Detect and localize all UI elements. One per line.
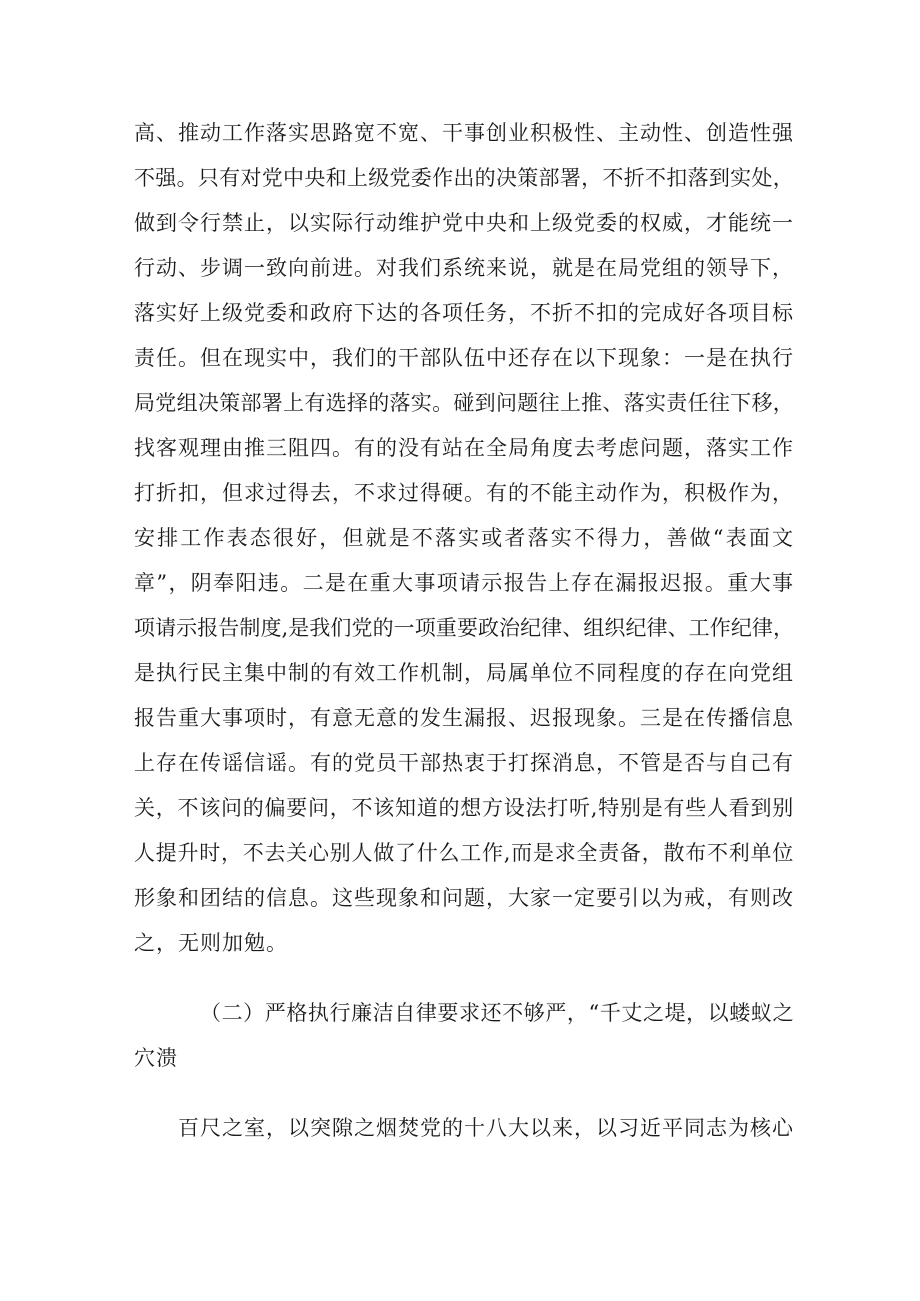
text-line: 关，不该问的偏要问，不该知道的想方设法打听,特别是有些人看到别 [134, 796, 794, 820]
text-line: 安排工作表态很好，但就是不落实或者落实不得力，善做“表面文 [134, 526, 794, 550]
heading-line: （二）严格执行廉洁自律要求还不够严，“千丈之堤，以蝼蚁之 [200, 1001, 794, 1025]
text-line: 项请示报告制度,是我们党的一项重要政治纪律、组织纪律、工作纪律， [134, 616, 794, 640]
text-line: 行动、步调一致向前进。对我们系统来说，就是在局党组的领导下， [134, 256, 794, 280]
text-line: 百尺之室，以突隙之烟焚党的十八大以来，以习近平同志为核心 [178, 1116, 794, 1140]
text-line: 局党组决策部署上有选择的落实。碰到问题往上推、落实责任往下移， [134, 391, 794, 415]
text-line: 上存在传谣信谣。有的党员干部热衷于打探消息，不管是否与自己有 [134, 751, 794, 775]
text-line: 不强。只有对党中央和上级党委作出的决策部署，不折不扣落到实处， [134, 166, 794, 190]
text-line: 高、推动工作落实思路宽不宽、干事创业积极性、主动性、创造性强 [134, 121, 794, 145]
text-line: 报告重大事项时，有意无意的发生漏报、迟报现象。三是在传播信息 [134, 706, 794, 730]
text-line: 打折扣，但求过得去，不求过得硬。有的不能主动作为，积极作为， [134, 481, 794, 505]
text-line: 之，无则加勉。 [134, 931, 288, 955]
heading-line: 穴溃 [134, 1046, 178, 1070]
text-line: 做到令行禁止，以实际行动维护党中央和上级党委的权威，才能统一 [134, 211, 794, 235]
text-line: 落实好上级党委和政府下达的各项任务，不折不扣的完成好各项目标 [134, 301, 794, 325]
text-line: 是执行民主集中制的有效工作机制，局属单位不同程度的存在向党组 [134, 661, 794, 685]
text-line: 人提升时，不去关心别人做了什么工作,而是求全责备，散布不利单位 [134, 841, 794, 865]
text-line: 章”，阴奉阳违。二是在重大事项请示报告上存在漏报迟报。重大事 [134, 571, 794, 595]
text-line: 责任。但在现实中，我们的干部队伍中还存在以下现象：一是在执行 [134, 346, 794, 370]
text-line: 找客观理由推三阻四。有的没有站在全局角度去考虑问题，落实工作 [134, 436, 794, 460]
text-line: 形象和团结的信息。这些现象和问题，大家一定要引以为戒，有则改 [134, 886, 794, 910]
